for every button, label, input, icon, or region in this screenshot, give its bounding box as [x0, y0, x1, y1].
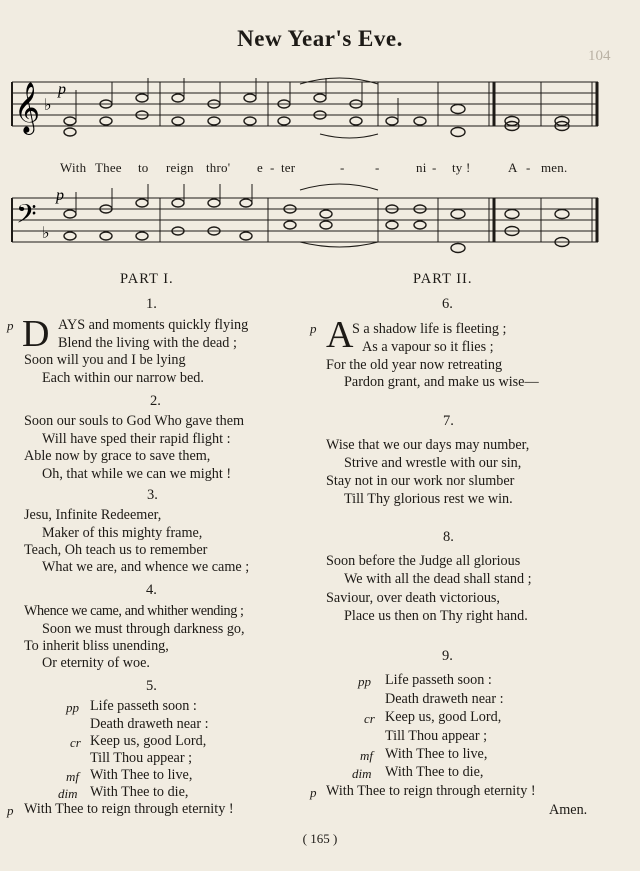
- verse-line: For the old year now retreating: [326, 357, 503, 373]
- verse-line: With Thee to reign through eternity !: [24, 801, 234, 817]
- lyric-syllable: -: [432, 160, 437, 175]
- drop-cap: A: [326, 314, 354, 356]
- lyric-syllable: -: [526, 160, 531, 175]
- lyric-syllable: -: [340, 160, 345, 175]
- verse-line: Oh, that while we can we might !: [42, 466, 232, 482]
- lyric-syllable: ni: [416, 160, 427, 175]
- lyric-syllable: A: [508, 160, 518, 175]
- lyric-syllable: men.: [541, 160, 568, 175]
- verse-line: Keep us, good Lord,: [90, 733, 207, 749]
- dynamic-marking: p: [7, 803, 14, 818]
- verse-line: Teach, Oh teach us to remember: [24, 542, 208, 558]
- verse-line: Whence we came, and whither wending ;: [24, 603, 244, 619]
- verse-number: 8.: [443, 529, 454, 545]
- bass-staff: [0, 180, 640, 260]
- verse-line: Able now by grace to save them,: [24, 448, 211, 464]
- verse-line: With Thee to live,: [90, 767, 193, 783]
- verse-line: Life passeth soon :: [385, 672, 492, 688]
- dynamic-marking: cr: [364, 711, 375, 726]
- part-heading: PART I.: [120, 271, 174, 287]
- verse-line: Blend the living with the dead ;: [58, 335, 237, 351]
- dynamic-marking: dim: [58, 786, 78, 801]
- dynamic-marking: p: [310, 321, 317, 336]
- verse-line: Soon before the Judge all glorious: [326, 553, 521, 569]
- verse-line: Soon will you and I be lying: [24, 352, 186, 368]
- verse-line: Death draweth near :: [90, 716, 209, 732]
- verse-line: To inherit bliss unending,: [24, 638, 169, 654]
- tie-arc: [320, 134, 378, 138]
- verse-line: Maker of this mighty frame,: [42, 525, 203, 541]
- verse-line: Or eternity of woe.: [42, 655, 150, 671]
- verse-number: 7.: [443, 413, 454, 429]
- tie-arc: [300, 242, 378, 247]
- drop-cap: D: [22, 313, 50, 355]
- dynamic-marking: p: [56, 187, 64, 204]
- hymn-title: New Year's Eve.: [237, 26, 403, 51]
- verse-line: Till Thy glorious rest we win.: [344, 491, 513, 507]
- verse-line: What we are, and whence we came ;: [42, 559, 250, 575]
- lyric-syllable: With: [60, 160, 87, 175]
- verse-line: With Thee to die,: [385, 764, 484, 780]
- verse-number: 1.: [146, 296, 157, 312]
- lyric-syllable: -: [270, 160, 275, 175]
- lyric-syllable: -: [375, 160, 380, 175]
- verse-line: Saviour, over death victorious,: [326, 590, 500, 606]
- page-number-footer: ( 165 ): [302, 831, 338, 846]
- bleed-through-page-number: 104: [588, 48, 611, 64]
- amen-line: Amen.: [549, 802, 588, 818]
- lyric-syllable: Thee: [95, 160, 122, 175]
- lyric-syllable: ty !: [452, 160, 471, 175]
- lyric-syllable: reign: [166, 160, 194, 175]
- flat-sign-icon: ♭: [42, 223, 50, 242]
- part-heading: PART II.: [413, 271, 473, 287]
- verse-line: Place us then on Thy right hand.: [344, 608, 528, 624]
- dynamic-marking: pp: [66, 700, 79, 715]
- flat-sign-icon: ♭: [44, 95, 52, 114]
- verse-number: 6.: [442, 296, 453, 312]
- verse-line: Keep us, good Lord,: [385, 709, 502, 725]
- verse-line: Soon we must through darkness go,: [42, 621, 245, 637]
- verse-line: Pardon grant, and make us wise—: [344, 374, 539, 390]
- bass-clef-icon: 𝄢: [16, 198, 37, 236]
- verse-line: Till Thou appear ;: [90, 750, 193, 766]
- verse-line: Till Thou appear ;: [385, 728, 488, 744]
- dynamic-marking: p: [58, 81, 66, 98]
- verse-number: 4.: [146, 582, 157, 598]
- verse-number: 5.: [146, 678, 157, 694]
- verse-line: S a shadow life is fleeting ;: [352, 321, 507, 337]
- verse-line: Strive and wrestle with our sin,: [344, 455, 522, 471]
- dynamic-marking: p: [7, 318, 14, 333]
- lyric-syllable: e: [257, 160, 263, 175]
- verse-line: We with all the dead shall stand ;: [344, 571, 532, 587]
- verse-line: With Thee to die,: [90, 784, 189, 800]
- verse-line: Jesu, Infinite Redeemer,: [24, 507, 162, 523]
- dynamic-marking: mf: [360, 748, 373, 763]
- verse-number: 3.: [147, 487, 158, 503]
- verse-line: Each within our narrow bed.: [42, 370, 204, 386]
- treble-staff: [0, 76, 640, 156]
- verse-line: With Thee to live,: [385, 746, 488, 762]
- verse-line: Stay not in our work nor slumber: [326, 473, 515, 489]
- tie-arc: [300, 78, 378, 84]
- verse-line: AYS and moments quickly flying: [58, 317, 249, 333]
- dynamic-marking: mf: [66, 769, 79, 784]
- lyric-syllable: thro': [206, 160, 231, 175]
- dynamic-marking: p: [310, 785, 317, 800]
- verse-number: 9.: [442, 648, 453, 664]
- verse-line: Life passeth soon :: [90, 698, 197, 714]
- verse-line: With Thee to reign through eternity !: [326, 783, 536, 799]
- dynamic-marking: cr: [70, 735, 81, 750]
- verse-line: As a vapour so it flies ;: [362, 339, 494, 355]
- verse-line: Soon our souls to God Who gave them: [24, 413, 245, 429]
- verse-line: Will have sped their rapid flight :: [42, 431, 231, 447]
- dynamic-marking: dim: [352, 766, 372, 781]
- verse-line: Death draweth near :: [385, 691, 504, 707]
- verse-number: 2.: [150, 393, 161, 409]
- treble-clef-icon: 𝄞: [14, 82, 41, 133]
- lyric-syllable: to: [138, 160, 149, 175]
- tie-arc: [300, 184, 378, 190]
- lyric-syllable: ter: [281, 160, 296, 175]
- verse-line: Wise that we our days may number,: [326, 437, 530, 453]
- dynamic-marking: pp: [358, 674, 371, 689]
